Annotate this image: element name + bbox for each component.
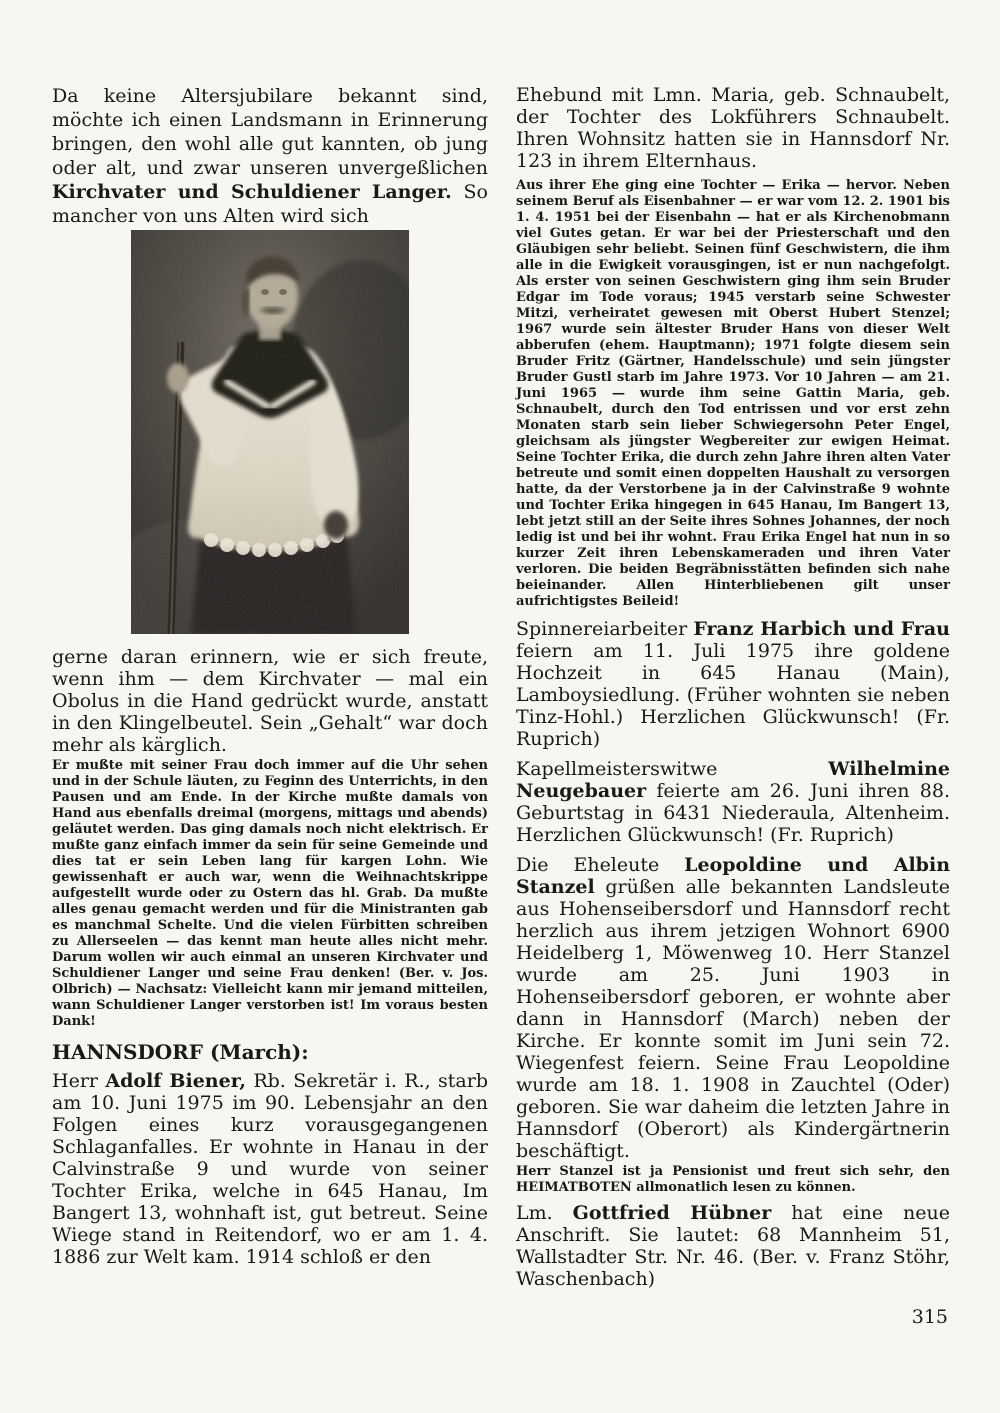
biener-obituary-paragraph: Herr Adolf Biener, Rb. Sekretär i. R., starb am 10. Juni 1975 im 90. Lebensjahr an den Folgen eines kurz vorausgegangenen Schlaganfalles. Er wohnte in Hanau in der Calvinstraße 9 und wurde von seiner Tochter Erika, welche in 645 Hanau, Im Bangert 13, wohnhaft ist, gut betreut. Seine Wiege stand in Reitendorf, wo er am 1. 4. 1886 zur Welt kam. 1914 schloß er den [52, 1070, 489, 1268]
stanzel-pensioner-note: Herr Stanzel ist ja Pensionist und freut sich sehr, den HEIMATBOTEN allmonatlich lesen zu können. [516, 1164, 950, 1195]
left-column [52, 84, 488, 1328]
intro-paragraph: Da keine Altersjubilare bekannt sind, möchte ich einen Landsmann in Erinnerung bringen, den wohl alle gut kannten, ob jung oder alt, und zwar unseren unvergeßlichen Kirchvater und Schuldiener Langer. So mancher von uns Alten wird sich [52, 85, 488, 227]
after-photo-paragraph: gerne daran erinnern, wie er sich freute, wenn ihm — dem Kirchvater — mal ein Obolus in die Hand gedrückt wurde, anstatt in den Klingelbeutel. Sein „Gehalt“ war doch mehr als kärglich. [52, 646, 488, 756]
page-number: 315 [911, 1306, 948, 1328]
portrait-photo-sexton-langer [131, 230, 409, 634]
huebner-address-paragraph: Lm. Gottfried Hübner hat eine neue Anschrift. Sie lautet: 68 Mannheim 51, Wallstadter Str. Nr. 46. (Ber. v. Franz Stöhr, Waschenbach) [516, 1202, 950, 1290]
harbich-anniversary-paragraph: Spinnereiarbeiter Franz Harbich und Frau feiern am 11. Juli 1975 ihre goldene Hochzeit in 645 Hanau (Main), Lamboysiedlung. (Früher wohnten sie neben Tinz-Hohl.) Herzlichen Glückwunsch! (Fr. Ruprich) [516, 618, 950, 750]
portrait-photo-graphic [131, 230, 409, 634]
biener-continuation-paragraph: Ehebund mit Lmn. Maria, geb. Schnaubelt, der Tochter des Lokführers Schnaubelt. Ihren Wohnsitz hatten sie in Hannsdorf Nr. 123 in ihrem Elternhaus. [516, 84, 950, 172]
stanzel-greeting-paragraph: Die Eheleute Leopoldine und Albin Stanzel grüßen alle bekannten Landsleute aus Hohenseibersdorf und Hannsdorf recht herzlich aus ihrem jetzigen Wohnort 6900 Heidelberg 1, Möwenweg 10. Herr Stanzel wurde am 25. Juni 1903 in Hohenseibersdorf geboren, er wohnte aber dann in Hannsdorf (March) neben der Kirche. Er konnte somit im Juni sein 72. Wiegenfest feiern. Seine Frau Leopoldine wurde am 18. 1. 1908 in Zauchtel (Oder) geboren. Sie war daheim die letzten Jahre in Hannsdorf (Oberort) als Kindergärtnerin beschäftigt. [516, 854, 951, 1162]
right-column [516, 84, 950, 1328]
sexton-duties-note: Er mußte mit seiner Frau doch immer auf die Uhr sehen und in der Schule läuten, zu Feginn des Unterrichts, in den Pausen und am Ende. In der Kirche mußte damals von Hand aus ebenfalls dreimal (morgens, mittags und abends) geläutet werden. Das ging damals noch nicht elektrisch. Er mußte ganz einfach immer da sein für seine Gemeinde und dies tat er sein Leben lang für kargen Lohn. Wie gewissenhaft er auch war, wenn die Weihnachtskrippe aufgestellt wurde oder zu Ostern das hl. Grab. Da mußte alles genau gemacht werden und für die Ministranten gab es manchmal Schelte. Und die vielen Fürbitten schreiben zu Allerseelen — das kennt man heute alles nicht mehr. Darum wollen wir auch einmal an unseren Kirchvater und Schuldiener Langer und seine Frau denken! (Ber. v. Jos. Olbrich) — Nachsatz: Vielleicht kann mir jemand mitteilen, wann Schuldiener Langer verstorben ist! Im voraus besten Dank! [52, 758, 488, 1029]
neugebauer-birthday-paragraph: Kapellmeisterswitwe Wilhelmine Neugebauer feierte am 26. Juni ihren 88. Geburtstag in 6431 Niederaula, Altenheim. Herzlichen Glückwunsch! (Fr. Ruprich) [516, 758, 950, 846]
section-heading-hannsdorf: HANNSDORF (March): [52, 1040, 309, 1064]
two-column-layout [52, 84, 950, 1328]
biener-family-note: Aus ihrer Ehe ging eine Tochter — Erika — hervor. Neben seinem Beruf als Eisenbahner — er war vom 12. 2. 1901 bis 1. 4. 1951 bei der Eisenbahn — hat er als Kirchenobmann viel Gutes getan. Er war bei der Priesterschaft und den Gläubigen sehr beliebt. Seinen fünf Geschwistern, die ihm alle in die Ewigkeit vorausgingen, ist er nun nachgefolgt. Als erster von seinen Geschwistern ging ihm sein Bruder Edgar im Tode voraus; 1945 verstarb seine Schwester Mitzi, verheiratet gewesen mit Oberst Hubert Stenzel; 1967 wurde sein ältester Bruder Hans von dieser Welt abberufen (ehem. Hauptmann); 1971 folgte diesem sein Bruder Fritz (Gärtner, Handelsschule) und sein jüngster Bruder Gustl starb im Jahre 1973. Vor 10 Jahren — am 21. Juni 1965 — wurde ihm seine Gattin Maria, geb. Schnaubelt, durch den Tod entrissen und vor erst zehn Monaten starb sein lieber Schwiegersohn Peter Engel, gleichsam als jüngster Wegbereiter zur ewigen Heimat. Seine Tochter Erika, die durch zehn Jahre ihren alten Vater betreute und somit einen doppelten Haushalt zu versorgen hatte, da der Verstorbene ja in der Calvinstraße 9 wohnte und Tochter Erika hingegen in 645 Hanau, Im Bangert 13, lebt jetzt still an der Seite ihres Sohnes Johannes, der noch ledig ist und bei ihr wohnt. Frau Erika Engel hat nun in so kurzer Zeit ihren Lebenskameraden und ihren Vater verloren. Die beiden Begräbnisstätten befinden sich nahe beieinander. Allen Hinterbliebenen gilt unser aufrichtigstes Beileid! [516, 178, 950, 609]
